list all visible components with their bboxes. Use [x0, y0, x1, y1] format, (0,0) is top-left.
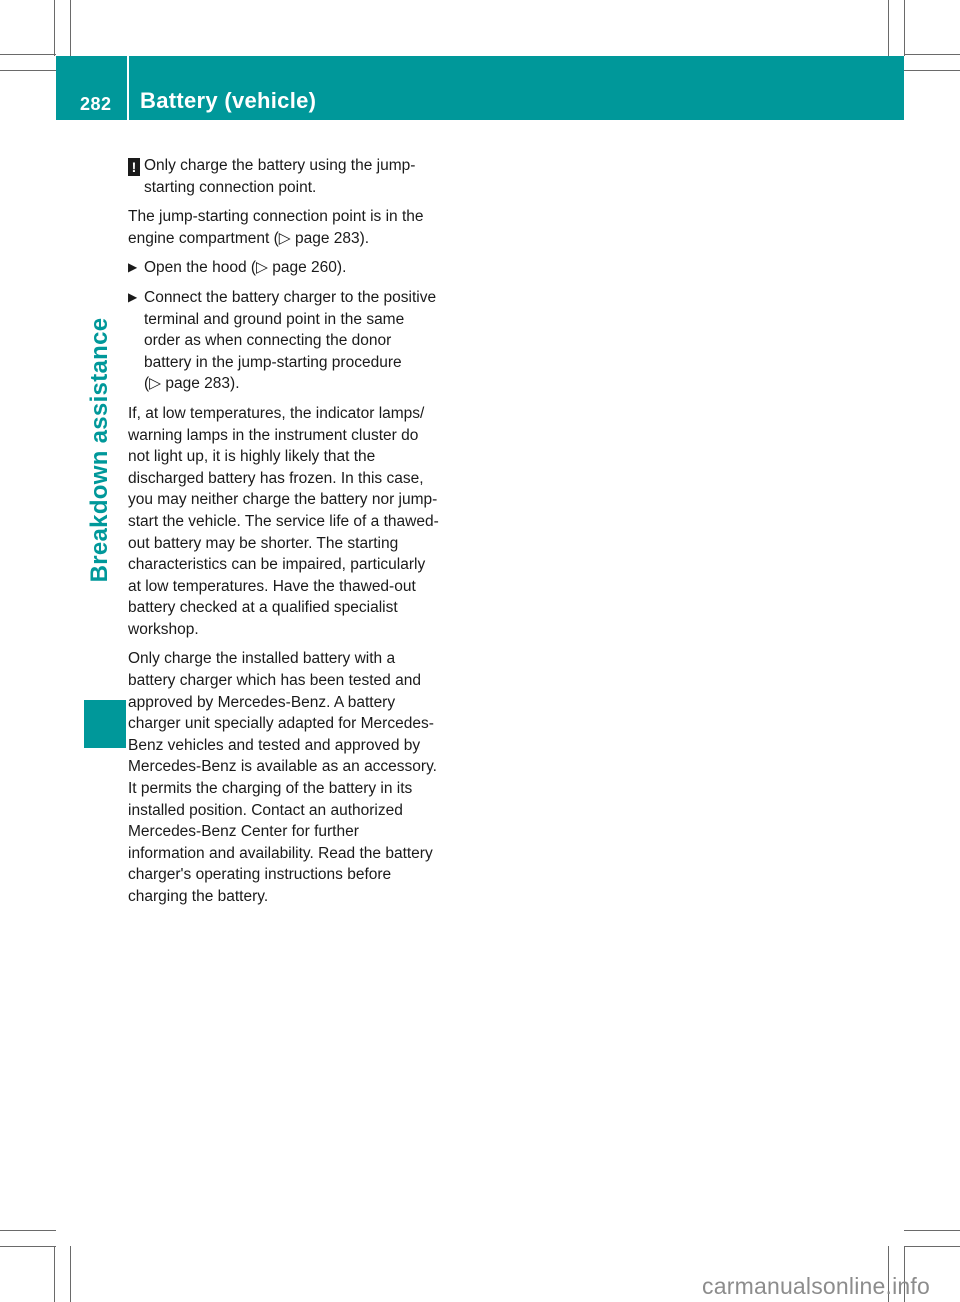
paragraph-line: you may neither charge the battery nor jump-	[128, 491, 438, 509]
step-line: battery in the jump-starting procedure	[144, 353, 402, 371]
crop-mark	[904, 70, 960, 71]
crop-mark	[0, 1246, 56, 1247]
warning-line: starting connection point.	[144, 178, 317, 196]
paragraph-line: Mercedes-Benz is available as an accessory.	[128, 758, 437, 776]
step-arrow-icon: ▶	[128, 289, 138, 304]
paragraph-line: Mercedes-Benz Center for further	[128, 823, 359, 841]
paragraph-line: If, at low temperatures, the indicator lamps/	[128, 404, 425, 422]
step-line: terminal and ground point in the same	[144, 310, 405, 328]
paragraph-low-temperatures	[128, 403, 464, 641]
crop-mark	[70, 0, 71, 56]
warning-line: Only charge the battery using the jump-	[144, 157, 416, 174]
paragraph-line: warning lamps in the instrument cluster do	[128, 426, 419, 444]
step-line: Connect the battery charger to the positive	[144, 288, 437, 306]
crop-mark	[0, 70, 56, 71]
paragraph-line: discharged battery has frozen. In this case,	[128, 469, 424, 487]
paragraph-line: installed position. Contact an authorized	[128, 801, 403, 819]
side-tab-marker	[84, 700, 126, 748]
paragraph-line: not light up, it is highly likely that the	[128, 448, 376, 466]
paragraph-line: It permits the charging of the battery in its	[128, 780, 413, 798]
paragraph-line: Only charge the installed battery with a	[128, 650, 396, 668]
step-line: (▷ page 283).	[144, 375, 240, 393]
crop-mark	[904, 54, 960, 55]
crop-mark	[904, 1230, 960, 1231]
paragraph-line: charger unit specially adapted for Mercedes-	[128, 715, 434, 733]
paragraph-line: Benz vehicles and tested and approved by	[128, 736, 421, 754]
paragraph-line: engine compartment (▷ page 283).	[128, 229, 370, 247]
paragraph-line: The jump-starting connection point is in the	[128, 208, 424, 226]
paragraph-line: approved by Mercedes-Benz. A battery	[128, 693, 396, 711]
section-title: Battery (vehicle)	[140, 88, 317, 113]
step-arrow-icon: ▶	[128, 260, 138, 275]
crop-mark	[54, 1246, 55, 1302]
paragraph-line: charging the battery.	[128, 888, 269, 905]
crop-mark	[0, 1230, 56, 1231]
paragraph-line: characteristics can be impaired, particularly	[128, 556, 426, 574]
paragraph-line: start the vehicle. The service life of a thawed-	[128, 512, 439, 530]
header-divider	[127, 56, 129, 120]
step-line: order as when connecting the donor	[144, 332, 392, 350]
step-connect-charger	[128, 287, 464, 395]
warning-note	[128, 155, 464, 198]
paragraph-line: battery checked at a qualified specialist	[128, 599, 398, 617]
warning-icon-glyph: !	[128, 158, 140, 176]
side-tab-label: Breakdown assistance	[86, 317, 113, 583]
step-line: Open the hood (▷ page 260).	[144, 259, 347, 277]
page-content	[128, 155, 464, 916]
paragraph-line: information and availability. Read the battery	[128, 844, 433, 862]
warning-icon	[128, 155, 144, 177]
step-open-hood	[128, 257, 464, 279]
crop-mark	[70, 1246, 71, 1302]
paragraph-approved-charger	[128, 648, 464, 907]
watermark: carmanualsonline.info	[702, 1273, 930, 1299]
paragraph-line: battery charger which has been tested and	[128, 672, 421, 690]
page-number: 282	[80, 94, 112, 114]
crop-mark	[888, 0, 889, 56]
crop-mark	[904, 1246, 960, 1247]
paragraph-line: out battery may be shorter. The starting	[128, 534, 399, 552]
crop-mark	[0, 54, 56, 55]
paragraph-line: charger's operating instructions before	[128, 866, 392, 884]
paragraph-line: at low temperatures. Have the thawed-out	[128, 577, 416, 595]
crop-mark	[904, 0, 905, 56]
paragraph-line: workshop.	[128, 620, 199, 638]
crop-mark	[54, 0, 55, 56]
paragraph-connection-point	[128, 206, 464, 249]
